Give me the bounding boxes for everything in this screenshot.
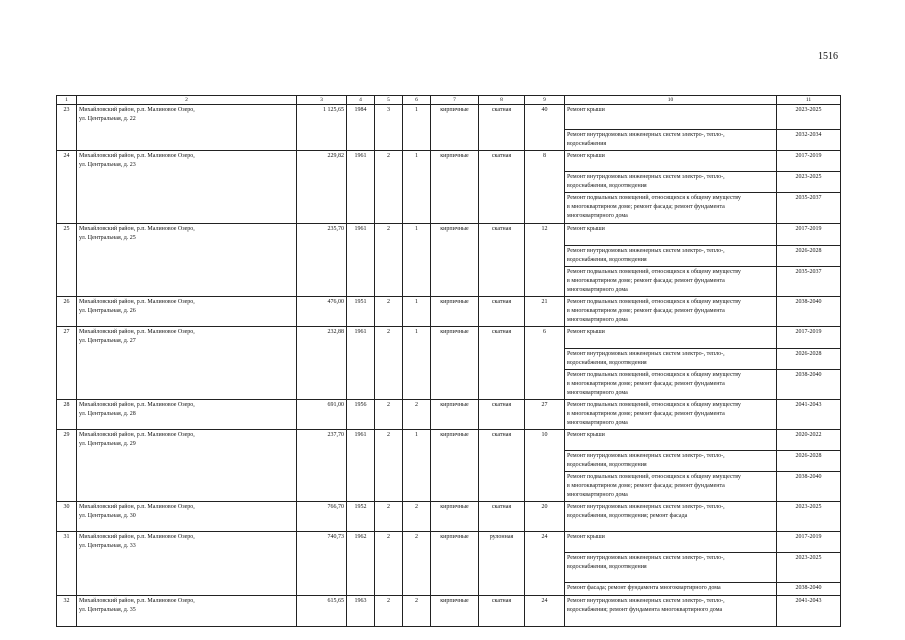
address-cell: [77, 105, 297, 151]
repair-period-cell: 2026-2028: [777, 349, 841, 370]
repair-work-line: Ремонт внутридомовых инженерных систем электро-, тепло-,: [567, 351, 725, 357]
column-number: 3: [297, 96, 347, 105]
area-cell: 229,82: [297, 151, 347, 224]
row-number-cell: 25: [57, 224, 77, 297]
repair-work-line: водоснабжения, водоотведения: [567, 360, 647, 366]
repair-work-line: Ремонт подвальных помещений, относящихся к общему имуществу: [567, 474, 741, 480]
entrances-cell: 1: [403, 105, 431, 151]
repair-work-line: Ремонт подвальных помещений, относящихся к общему имуществу: [567, 269, 741, 275]
address-line: ул. Центральная, д. 30: [79, 513, 136, 519]
apartments-cell: 24: [525, 596, 565, 627]
area-cell: 476,00: [297, 297, 347, 327]
repair-work-line: Ремонт подвальных помещений, относящихся к общему имуществу: [567, 299, 741, 305]
repair-work-cell: [565, 400, 777, 430]
row-number-cell: 28: [57, 400, 77, 430]
apartments-cell: 20: [525, 502, 565, 532]
address-line: ул. Центральная, д. 28: [79, 411, 136, 417]
repair-period-cell: 2038-2040: [777, 370, 841, 400]
repair-period-cell: 2038-2040: [777, 472, 841, 502]
repair-work-line: Ремонт крыши: [567, 329, 605, 335]
repair-work-line: Ремонт подвальных помещений, относящихся к общему имуществу: [567, 372, 741, 378]
address-line: ул. Центральная, д. 29: [79, 441, 136, 447]
page-number: 1516: [818, 51, 838, 62]
repair-work-line: Ремонт внутридомовых инженерных систем электро-, тепло-,: [567, 174, 725, 180]
address-cell: [77, 297, 297, 327]
year-built-cell: 1963: [347, 596, 375, 627]
repair-work-cell: [565, 430, 777, 451]
apartments-cell: 12: [525, 224, 565, 297]
area-cell: 615,65: [297, 596, 347, 627]
entrances-cell: 2: [403, 400, 431, 430]
apartments-cell: 27: [525, 400, 565, 430]
address-line: ул. Центральная, д. 22: [79, 116, 136, 122]
repair-work-line: Ремонт фасада; ремонт фундамента многоквартирного дома: [567, 585, 721, 591]
row-number-cell: 30: [57, 502, 77, 532]
table-row: [57, 400, 841, 430]
address-cell: [77, 596, 297, 627]
floors-cell: 2: [375, 532, 403, 596]
address-line: ул. Центральная, д. 27: [79, 338, 136, 344]
entrances-cell: 2: [403, 532, 431, 596]
table-row: [57, 596, 841, 627]
area-cell: 1 125,65: [297, 105, 347, 151]
repair-work-line: Ремонт внутридомовых инженерных систем электро-, тепло-,: [567, 555, 725, 561]
year-built-cell: 1961: [347, 327, 375, 400]
repair-period-cell: 2023-2025: [777, 172, 841, 193]
repair-work-line: Ремонт внутридомовых инженерных систем электро-, тепло-,: [567, 504, 725, 510]
repair-period-cell: 2017-2019: [777, 151, 841, 172]
repair-work-cell: [565, 532, 777, 553]
address-line: ул. Центральная, д. 35: [79, 607, 136, 613]
repair-work-line: в многоквартирном доме; ремонт фасада; ремонт фундамента: [567, 204, 725, 210]
repair-work-cell: [565, 583, 777, 596]
roof-type-cell: скатная: [479, 327, 525, 400]
table-row: [57, 105, 841, 130]
address-cell: [77, 151, 297, 224]
table-row: [57, 297, 841, 327]
year-built-cell: 1956: [347, 400, 375, 430]
repair-work-line: Ремонт внутридомовых инженерных систем электро-, тепло-,: [567, 598, 725, 604]
roof-type-cell: скатная: [479, 224, 525, 297]
column-number: 1: [57, 96, 77, 105]
repair-work-line: Ремонт крыши: [567, 432, 605, 438]
area-cell: 235,70: [297, 224, 347, 297]
repair-work-line: в многоквартирном доме; ремонт фасада; ремонт фундамента: [567, 308, 725, 314]
floors-cell: 3: [375, 105, 403, 151]
apartments-cell: 40: [525, 105, 565, 151]
apartments-cell: 24: [525, 532, 565, 596]
table-body: [57, 105, 841, 627]
repair-work-line: многоквартирного дома: [567, 420, 628, 426]
repair-work-line: Ремонт внутридомовых инженерных систем электро-, тепло-,: [567, 132, 725, 138]
row-number-cell: 23: [57, 105, 77, 151]
repair-period-cell: 2041-2043: [777, 596, 841, 627]
roof-type-cell: скатная: [479, 105, 525, 151]
address-line: Михайловский район, р.п. Малиновое Озеро,: [79, 402, 195, 408]
repair-schedule-table: [56, 95, 841, 627]
address-line: ул. Центральная, д. 26: [79, 308, 136, 314]
repair-period-cell: 2020-2022: [777, 430, 841, 451]
column-number: 5: [375, 96, 403, 105]
repair-work-cell: [565, 130, 777, 151]
repair-period-cell: 2026-2028: [777, 246, 841, 267]
repair-work-cell: [565, 349, 777, 370]
repair-work-line: многоквартирного дома: [567, 317, 628, 323]
repair-work-cell: [565, 297, 777, 327]
repair-work-line: в многоквартирном доме; ремонт фасада; ремонт фундамента: [567, 381, 725, 387]
table-row: [57, 532, 841, 553]
repair-period-cell: 2035-2037: [777, 193, 841, 224]
entrances-cell: 2: [403, 596, 431, 627]
roof-type-cell: скатная: [479, 502, 525, 532]
address-line: Михайловский район, р.п. Малиновое Озеро,: [79, 226, 195, 232]
floors-cell: 2: [375, 596, 403, 627]
repair-period-cell: 2032-2034: [777, 130, 841, 151]
apartments-cell: 10: [525, 430, 565, 502]
wall-material-cell: кирпичные: [431, 430, 479, 502]
column-number: 11: [777, 96, 841, 105]
year-built-cell: 1961: [347, 151, 375, 224]
repair-work-line: многоквартирного дома: [567, 492, 628, 498]
address-line: Михайловский район, р.п. Малиновое Озеро,: [79, 504, 195, 510]
row-number-cell: 31: [57, 532, 77, 596]
repair-work-line: водоснабжения: [567, 141, 607, 147]
repair-period-cell: 2041-2043: [777, 400, 841, 430]
year-built-cell: 1984: [347, 105, 375, 151]
row-number-cell: 27: [57, 327, 77, 400]
address-cell: [77, 502, 297, 532]
address-cell: [77, 400, 297, 430]
repair-work-cell: [565, 267, 777, 297]
address-cell: [77, 224, 297, 297]
entrances-cell: 1: [403, 297, 431, 327]
repair-period-cell: 2026-2028: [777, 451, 841, 472]
column-number: 6: [403, 96, 431, 105]
table-row: [57, 224, 841, 246]
area-cell: 766,70: [297, 502, 347, 532]
column-number: 2: [77, 96, 297, 105]
roof-type-cell: скатная: [479, 297, 525, 327]
area-cell: 691,00: [297, 400, 347, 430]
repair-work-line: многоквартирного дома: [567, 213, 628, 219]
table-row: [57, 430, 841, 451]
wall-material-cell: кирпичные: [431, 151, 479, 224]
repair-period-cell: 2023-2025: [777, 553, 841, 583]
wall-material-cell: кирпичные: [431, 224, 479, 297]
floors-cell: 2: [375, 502, 403, 532]
table-row: [57, 151, 841, 172]
repair-period-cell: 2023-2025: [777, 105, 841, 130]
address-line: Михайловский район, р.п. Малиновое Озеро,: [79, 299, 195, 305]
entrances-cell: 1: [403, 327, 431, 400]
repair-period-cell: 2023-2025: [777, 502, 841, 532]
address-line: ул. Центральная, д. 25: [79, 235, 136, 241]
year-built-cell: 1952: [347, 502, 375, 532]
year-built-cell: 1961: [347, 224, 375, 297]
repair-work-cell: [565, 224, 777, 246]
repair-work-cell: [565, 553, 777, 583]
address-cell: [77, 430, 297, 502]
repair-period-cell: 2038-2040: [777, 297, 841, 327]
wall-material-cell: кирпичные: [431, 297, 479, 327]
address-line: ул. Центральная, д. 33: [79, 543, 136, 549]
repair-work-cell: [565, 172, 777, 193]
repair-work-line: водоснабжения; ремонт фундамента многоквартирного дома: [567, 607, 723, 613]
entrances-cell: 2: [403, 502, 431, 532]
repair-work-line: водоснабжения, водоотведения: [567, 183, 647, 189]
repair-work-cell: [565, 193, 777, 224]
entrances-cell: 1: [403, 430, 431, 502]
row-number-cell: 32: [57, 596, 77, 627]
repair-period-cell: 2017-2019: [777, 224, 841, 246]
roof-type-cell: скатная: [479, 430, 525, 502]
wall-material-cell: кирпичные: [431, 327, 479, 400]
row-number-cell: 24: [57, 151, 77, 224]
year-built-cell: 1951: [347, 297, 375, 327]
entrances-cell: 1: [403, 151, 431, 224]
repair-work-line: Ремонт крыши: [567, 534, 605, 540]
repair-period-cell: 2017-2019: [777, 327, 841, 349]
address-line: Михайловский район, р.п. Малиновое Озеро,: [79, 432, 195, 438]
repair-work-line: Ремонт подвальных помещений, относящихся к общему имуществу: [567, 195, 741, 201]
column-number: 9: [525, 96, 565, 105]
column-numbers-row: [57, 96, 841, 105]
floors-cell: 2: [375, 430, 403, 502]
repair-work-cell: [565, 370, 777, 400]
wall-material-cell: кирпичные: [431, 105, 479, 151]
repair-work-line: Ремонт подвальных помещений, относящихся к общему имуществу: [567, 402, 741, 408]
floors-cell: 2: [375, 297, 403, 327]
column-number: 8: [479, 96, 525, 105]
repair-work-cell: [565, 596, 777, 627]
repair-work-line: Ремонт крыши: [567, 107, 605, 113]
repair-work-cell: [565, 151, 777, 172]
wall-material-cell: кирпичные: [431, 596, 479, 627]
repair-work-line: в многоквартирном доме; ремонт фасада; ремонт фундамента: [567, 411, 725, 417]
repair-period-cell: 2035-2037: [777, 267, 841, 297]
apartments-cell: 6: [525, 327, 565, 400]
row-number-cell: 26: [57, 297, 77, 327]
roof-type-cell: рулонная: [479, 532, 525, 596]
repair-work-line: Ремонт крыши: [567, 226, 605, 232]
address-cell: [77, 327, 297, 400]
repair-work-line: Ремонт крыши: [567, 153, 605, 159]
repair-period-cell: 2017-2019: [777, 532, 841, 553]
repair-work-cell: [565, 246, 777, 267]
column-number: 4: [347, 96, 375, 105]
column-number: 10: [565, 96, 777, 105]
roof-type-cell: скатная: [479, 400, 525, 430]
roof-type-cell: скатная: [479, 151, 525, 224]
column-number: 7: [431, 96, 479, 105]
wall-material-cell: кирпичные: [431, 532, 479, 596]
roof-type-cell: скатная: [479, 596, 525, 627]
repair-work-line: Ремонт внутридомовых инженерных систем электро-, тепло-,: [567, 248, 725, 254]
area-cell: 232,88: [297, 327, 347, 400]
area-cell: 740,73: [297, 532, 347, 596]
area-cell: 237,70: [297, 430, 347, 502]
repair-work-line: водоснабжения, водоотведения; ремонт фасада: [567, 513, 688, 519]
repair-work-cell: [565, 105, 777, 130]
table-row: [57, 502, 841, 532]
repair-work-line: многоквартирного дома: [567, 287, 628, 293]
repair-work-line: в многоквартирном доме; ремонт фасада; ремонт фундамента: [567, 483, 725, 489]
repair-work-line: водоснабжения, водоотведения: [567, 257, 647, 263]
repair-work-line: водоснабжения, водоотведения: [567, 462, 647, 468]
repair-work-cell: [565, 451, 777, 472]
entrances-cell: 1: [403, 224, 431, 297]
floors-cell: 2: [375, 151, 403, 224]
repair-work-cell: [565, 472, 777, 502]
wall-material-cell: кирпичные: [431, 502, 479, 532]
year-built-cell: 1961: [347, 430, 375, 502]
floors-cell: 2: [375, 400, 403, 430]
address-cell: [77, 532, 297, 596]
table-row: [57, 327, 841, 349]
apartments-cell: 8: [525, 151, 565, 224]
repair-work-line: водоснабжения, водоотведения: [567, 564, 647, 570]
address-line: Михайловский район, р.п. Малиновое Озеро,: [79, 598, 195, 604]
repair-work-cell: [565, 327, 777, 349]
address-line: ул. Центральная, д. 23: [79, 162, 136, 168]
repair-work-line: многоквартирного дома: [567, 390, 628, 396]
row-number-cell: 29: [57, 430, 77, 502]
address-line: Михайловский район, р.п. Малиновое Озеро,: [79, 107, 195, 113]
wall-material-cell: кирпичные: [431, 400, 479, 430]
apartments-cell: 21: [525, 297, 565, 327]
address-line: Михайловский район, р.п. Малиновое Озеро,: [79, 534, 195, 540]
floors-cell: 2: [375, 327, 403, 400]
year-built-cell: 1962: [347, 532, 375, 596]
repair-work-cell: [565, 502, 777, 532]
address-line: Михайловский район, р.п. Малиновое Озеро,: [79, 153, 195, 159]
repair-work-line: Ремонт внутридомовых инженерных систем электро-, тепло-,: [567, 453, 725, 459]
address-line: Михайловский район, р.п. Малиновое Озеро,: [79, 329, 195, 335]
repair-period-cell: 2038-2040: [777, 583, 841, 596]
floors-cell: 2: [375, 224, 403, 297]
repair-work-line: в многоквартирном доме; ремонт фасада; ремонт фундамента: [567, 278, 725, 284]
